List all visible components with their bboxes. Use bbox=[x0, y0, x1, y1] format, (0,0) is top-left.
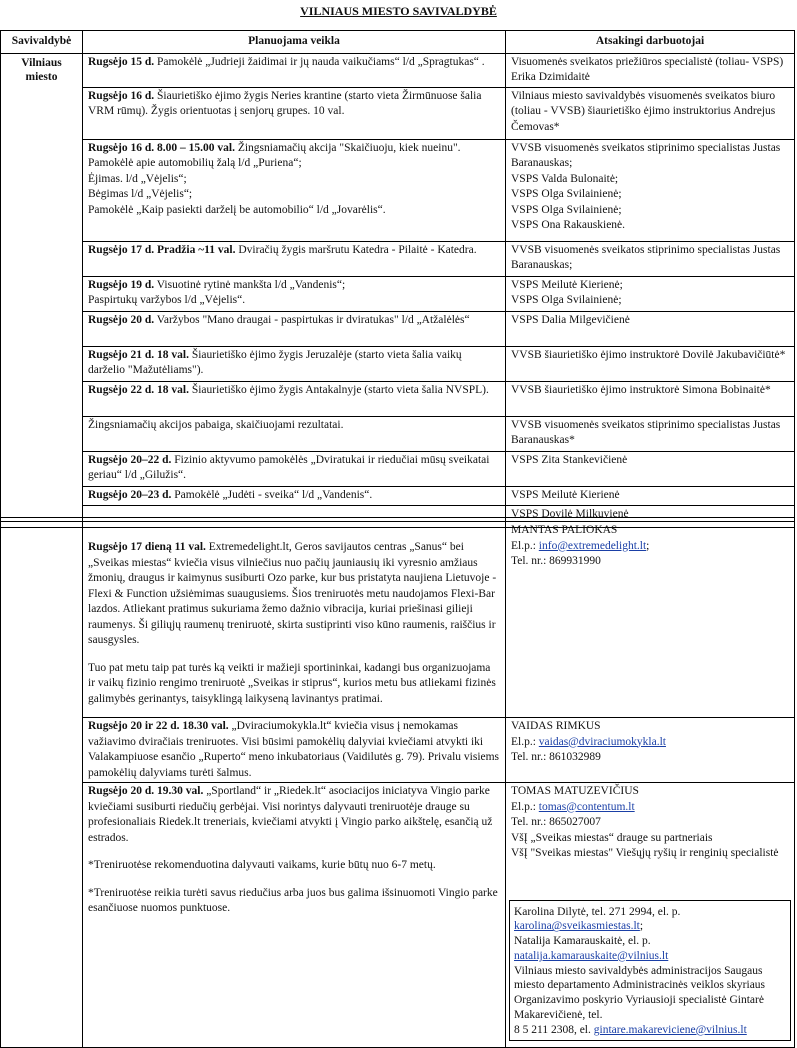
header-municipality: Savivaldybė bbox=[1, 31, 83, 54]
activity-line bbox=[88, 172, 500, 188]
email-label: El.p.: bbox=[511, 539, 539, 552]
activity-line bbox=[88, 89, 500, 120]
activity-date: Rugsėjo 22 d. 18 val. bbox=[88, 383, 189, 396]
staff-line: Visuomenės sveikatos priežiūros specialistė (toliau- VSPS) Erika Dzimidaitė bbox=[511, 55, 784, 83]
event-paragraph bbox=[88, 858, 500, 874]
email-link[interactable]: karolina@sveikasmiestas.lt bbox=[514, 920, 640, 933]
email-link[interactable]: vaidas@dviraciumokykla.lt bbox=[538, 735, 666, 748]
staff-line: VSPS Ona Rakauskienė. bbox=[511, 219, 626, 231]
activity-line bbox=[88, 383, 500, 399]
activity-date: Rugsėjo 20–23 d. bbox=[88, 488, 172, 501]
contact-email-line bbox=[511, 735, 789, 751]
staff-line: VSPS Meilutė Kierienė bbox=[511, 488, 620, 501]
staff-cell bbox=[506, 381, 795, 416]
contact-cell bbox=[506, 522, 795, 718]
event-text: *Treniruotėse rekomenduotina dalyvauti vaikams, kurie būtų nuo 6-7 metų. bbox=[88, 859, 436, 871]
staff-cell bbox=[506, 346, 795, 381]
activity-text: Pamokėlė „Kaip pasiekti darželį be automobilio“ l/d „Jovarėlis“. bbox=[88, 203, 386, 216]
activity-cell bbox=[83, 451, 506, 486]
header-responsible-staff: Atsakingi darbuotojai bbox=[506, 31, 795, 54]
activity-text: Žingsniamačių akcija "Skaičiuoju, kiek nueinu". bbox=[234, 141, 461, 154]
staff-line: VSPS Meilutė Kierienė; bbox=[511, 278, 623, 291]
staff-line: Vilniaus miesto savivaldybės visuomenės sveikatos biuro (toliau - VVSB) šiaurietiško ėjimo instruktorius Andrejus Čemovas* bbox=[511, 89, 776, 133]
activity-row bbox=[1, 87, 795, 139]
activity-line bbox=[88, 293, 500, 309]
activity-cell bbox=[83, 346, 506, 381]
activity-cell bbox=[83, 241, 506, 276]
organizer-line: Karolina Dilytė, tel. 271 2994, el. p. bbox=[514, 905, 681, 918]
activity-row bbox=[1, 276, 795, 311]
activity-text: Paspirtukų varžybos l/d „Vėjelis“. bbox=[88, 294, 246, 306]
activity-line bbox=[88, 55, 500, 71]
activity-line bbox=[88, 278, 500, 294]
organizer-phone: 8 5 211 2308, el. bbox=[514, 1023, 594, 1036]
event-description-cell bbox=[83, 522, 506, 718]
activity-line bbox=[88, 187, 500, 203]
activity-cell bbox=[83, 311, 506, 346]
empty-municipality-cell bbox=[1, 522, 83, 1048]
staff-cell bbox=[506, 486, 795, 505]
events-table bbox=[0, 521, 795, 1048]
contact-phone: Tel. nr.: 861032989 bbox=[511, 751, 601, 763]
activity-row bbox=[1, 381, 795, 416]
activity-line bbox=[88, 488, 500, 504]
activity-line bbox=[88, 141, 500, 157]
activity-row bbox=[1, 241, 795, 276]
activity-date: Rugsėjo 15 d. bbox=[88, 55, 155, 68]
staff-cell bbox=[506, 311, 795, 346]
event-description-cell bbox=[83, 718, 506, 783]
activity-row bbox=[1, 416, 795, 451]
activity-date: Rugsėjo 17 d. Pradžia ~11 val. bbox=[88, 243, 236, 256]
contact-name: MANTAS PALIOKAS bbox=[511, 524, 618, 536]
email-link[interactable]: info@extremedelight.lt bbox=[538, 539, 647, 552]
organizer-email-line bbox=[514, 919, 786, 934]
activity-date: Rugsėjo 19 d. bbox=[88, 278, 155, 291]
event-paragraph bbox=[88, 540, 500, 649]
staff-cell bbox=[506, 139, 795, 241]
staff-cell bbox=[506, 276, 795, 311]
staff-cell bbox=[506, 53, 795, 87]
activity-cell bbox=[83, 381, 506, 416]
activity-text: Pamokėlė „Judėti - sveika“ l/d „Vandenis“. bbox=[171, 488, 373, 501]
activities-table bbox=[0, 30, 795, 528]
contact-cell bbox=[506, 783, 795, 1048]
activity-text: Bėgimas l/d „Vėjelis“; bbox=[88, 188, 193, 200]
activity-text: Ėjimas. l/d „Vėjelis“; bbox=[88, 172, 187, 185]
activity-date: Rugsėjo 16 d. bbox=[88, 89, 155, 102]
activity-text: Šiaurietiško ėjimo žygis Jeruzalėje (starto vieta šalia vaikų darželio "Mažutėliams"). bbox=[88, 348, 462, 376]
event-paragraph bbox=[88, 886, 500, 917]
activity-text: Varžybos "Mano draugai - paspirtukas ir dviratukas" l/d „Atžalėlės“ bbox=[154, 313, 470, 326]
staff-cell bbox=[506, 241, 795, 276]
activity-line bbox=[88, 313, 500, 329]
contact-phone: Tel. nr.: 865027007 bbox=[511, 816, 601, 828]
activity-cell bbox=[83, 87, 506, 139]
event-description-cell bbox=[83, 783, 506, 1048]
event-paragraph bbox=[88, 719, 500, 781]
event-text: Tuo pat metu taip pat turės ką veikti ir mažieji sportininkai, kadangi bus organizuojama ir vaikų fizinio rengimo treniruotė „Sveikas ir stiprus“, kurios metu bus atliekami fizinės galimybės gerinantys, taisyklingą laikyseną lavinantys pratimai. bbox=[88, 661, 496, 705]
email-suffix: ; bbox=[639, 920, 644, 933]
activity-text: Šiaurietiško ėjimo žygis Antakalnyje (starto vieta šalia NVSPL). bbox=[188, 383, 489, 396]
event-text: „Dviraciumokykla.lt“ kviečia visus į nemokamas važiavimo dviračiais treniruotes. Visi būsimi pamokėlių dalyviai kviečiami atvykti iki Valakampiuose esančio „Ruperto“ meno inkubatoriaus (Vaidilutės g. 79). Privalu visiems pamokėlių dalyviams turėti šalmus. bbox=[88, 720, 500, 779]
contact-email-line bbox=[511, 539, 789, 555]
page-title: VILNIAUS MIESTO SAVIVALDYBĖ bbox=[300, 4, 497, 18]
staff-cell bbox=[506, 416, 795, 451]
organizer-contacts-box bbox=[509, 900, 791, 1041]
activity-row bbox=[1, 486, 795, 505]
activity-cell bbox=[83, 276, 506, 311]
email-link[interactable]: gintare.makareviciene@vilnius.lt bbox=[593, 1023, 747, 1036]
event-text: *Treniruotėse reikia turėti savus riedučius arba juos bus galima išsinuomoti Vingio parke esančiuose nuomos punktuose. bbox=[88, 886, 498, 914]
organizer-line: Natalija Kamarauskaitė, el. p. bbox=[514, 935, 651, 948]
organizer-email-line bbox=[514, 949, 786, 964]
activity-row bbox=[1, 451, 795, 486]
activity-text: Fizinio aktyvumo pamokėlės „Dviratukai ir riedučiai mūsų sveikatai geriau“ l/d „Gilužis“. bbox=[88, 453, 490, 481]
staff-line: VSPS Dovilė Milkuvienė bbox=[511, 507, 629, 520]
activity-date: Rugsėjo 16 d. 8.00 – 15.00 val. bbox=[88, 141, 235, 154]
organizer-line: Vilniaus miesto savivaldybės administracijos Saugaus miesto departamento Administracinės veiklos skyriaus Organizavimo poskyrio Vyriausioji specialistė Gintarė Makarevičienė, tel. bbox=[514, 964, 766, 1022]
activity-line bbox=[88, 156, 500, 172]
email-suffix: ; bbox=[646, 539, 650, 552]
activity-date: Rugsėjo 20–22 d. bbox=[88, 453, 172, 466]
activity-cell bbox=[83, 416, 506, 451]
staff-line: VVSB visuomenės sveikatos stiprinimo specialistas Justas Baranauskas; bbox=[511, 141, 781, 169]
municipality-cell: Vilniaus miesto bbox=[1, 53, 83, 527]
staff-cell bbox=[506, 87, 795, 139]
staff-line: VVSB visuomenės sveikatos stiprinimo specialistas Justas Baranauskas* bbox=[511, 418, 781, 446]
activity-text: Pamokėlė „Judrieji žaidimai ir jų nauda vaikučiams“ l/d „Spragtukas“ . bbox=[154, 55, 485, 68]
email-label: El.p.: bbox=[511, 735, 539, 748]
activity-row bbox=[1, 346, 795, 381]
event-date: Rugsėjo 20 ir 22 d. 18.30 val. bbox=[88, 720, 229, 732]
organizer-email-line bbox=[514, 1023, 786, 1038]
activity-line bbox=[88, 453, 500, 484]
event-row bbox=[1, 522, 795, 718]
email-link[interactable]: tomas@contentum.lt bbox=[538, 800, 635, 813]
activity-line bbox=[88, 203, 500, 219]
contact-cell bbox=[506, 718, 795, 783]
activity-text: Dviračių žygis maršrutu Katedra - Pilaitė - Katedra. bbox=[235, 243, 477, 256]
staff-line: VSPS Olga Svilainienė; bbox=[511, 188, 622, 200]
activity-row bbox=[1, 53, 795, 87]
staff-line: VSPS Zita Stankevičienė bbox=[511, 453, 628, 466]
staff-cell bbox=[506, 451, 795, 486]
event-date: Rugsėjo 17 dieną 11 val. bbox=[88, 541, 206, 553]
event-row bbox=[1, 718, 795, 783]
contact-phone: Tel. nr.: 869931990 bbox=[511, 555, 601, 567]
contact-extra: VšĮ "Sveikas miestas" Viešųjų ryšių ir renginių specialistė bbox=[511, 847, 779, 859]
event-text: Extremedelight.lt, Geros savijautos centras „Sanus“ bei „Sveikas miestas“ kviečia visus vilniečius nuo pačių jauniausių iki vyresnio amžiaus žmonių, draugus ir kaimynus susiburti Ozo parke, kur bus pristatyta naujiena Lietuvoje - Flexi & Function užsiėmimas suaugusiems. Šios treniruotės metu naudojamos Flexi-Bar lazdos. Atliekant pratimus sukuriama žemo dažnio vibracija, kuriai priešinasi gilieji raumenys. Ši giliųjų raumenų treniruotė, skirta sustiprinti viso kūno raumenis, raiščius ir sausgysles. bbox=[88, 541, 497, 646]
activity-text: Visuotinė rytinė mankšta l/d „Vandenis“; bbox=[154, 278, 346, 291]
staff-line: VVSB visuomenės sveikatos stiprinimo specialistas Justas Baranauskas; bbox=[511, 243, 781, 271]
staff-line: VVSB šiaurietiško ėjimo instruktorė Dovilė Jakubavičiūtė* bbox=[511, 348, 786, 361]
activity-line bbox=[88, 418, 500, 434]
event-date: Rugsėjo 20 d. 19.30 val. bbox=[88, 785, 204, 797]
activity-text: Pamokėlė apie automobilių žalą l/d „Puriena“; bbox=[88, 157, 302, 169]
event-text: „Sportland“ ir „Riedek.lt“ asociacijos iniciatyva Vingio parke kviečiami susiburti riedučių gerbėjai. Visi norintys dalyvauti treniruotėje drauge su profesionaliais Riedek.lt treneriais, kviečiami atvykti į Vingio parko aikštelę, esančią už estrados. bbox=[88, 785, 493, 844]
activity-text: Šiaurietiško ėjimo žygis Neries krantine (starto vieta Žirmūnuose šalia VRM rūmų). Žygis orientuotas į senjorų grupes. 10 val. bbox=[88, 89, 482, 117]
activity-cell bbox=[83, 486, 506, 505]
activity-line bbox=[88, 348, 500, 379]
staff-line: VSPS Valda Bulonaitė; bbox=[511, 172, 619, 185]
activity-row bbox=[1, 139, 795, 241]
event-paragraph bbox=[88, 784, 500, 846]
staff-line: VSPS Olga Svilainienė; bbox=[511, 203, 622, 216]
activity-row bbox=[1, 311, 795, 346]
staff-line: VVSB šiaurietiško ėjimo instruktorė Simona Bobinaitė* bbox=[511, 383, 771, 396]
contact-email-line bbox=[511, 800, 789, 816]
contact-extra: VšĮ „Sveikas miestas“ drauge su partneriais bbox=[511, 831, 713, 844]
activity-cell bbox=[83, 139, 506, 241]
email-link[interactable]: natalija.kamarauskaite@vilnius.lt bbox=[514, 949, 669, 962]
activity-cell bbox=[83, 53, 506, 87]
activity-line bbox=[88, 243, 500, 259]
contact-name: TOMAS MATUZEVIČIUS bbox=[511, 785, 639, 797]
activity-date: Rugsėjo 21 d. 18 val. bbox=[88, 348, 189, 361]
event-paragraph bbox=[88, 661, 500, 708]
staff-line: VSPS Dalia Milgevičienė bbox=[511, 313, 630, 326]
contact-name: VAIDAS RIMKUS bbox=[511, 720, 601, 732]
event-row bbox=[1, 783, 795, 1048]
email-label: El.p.: bbox=[511, 800, 539, 813]
activity-date: Rugsėjo 20 d. bbox=[88, 313, 155, 326]
staff-line: VSPS Olga Svilainienė; bbox=[511, 294, 622, 306]
header-planned-activity: Planuojama veikla bbox=[83, 31, 506, 54]
activity-text: Žingsniamačių akcijos pabaiga, skaičiuojami rezultatai. bbox=[88, 418, 344, 431]
